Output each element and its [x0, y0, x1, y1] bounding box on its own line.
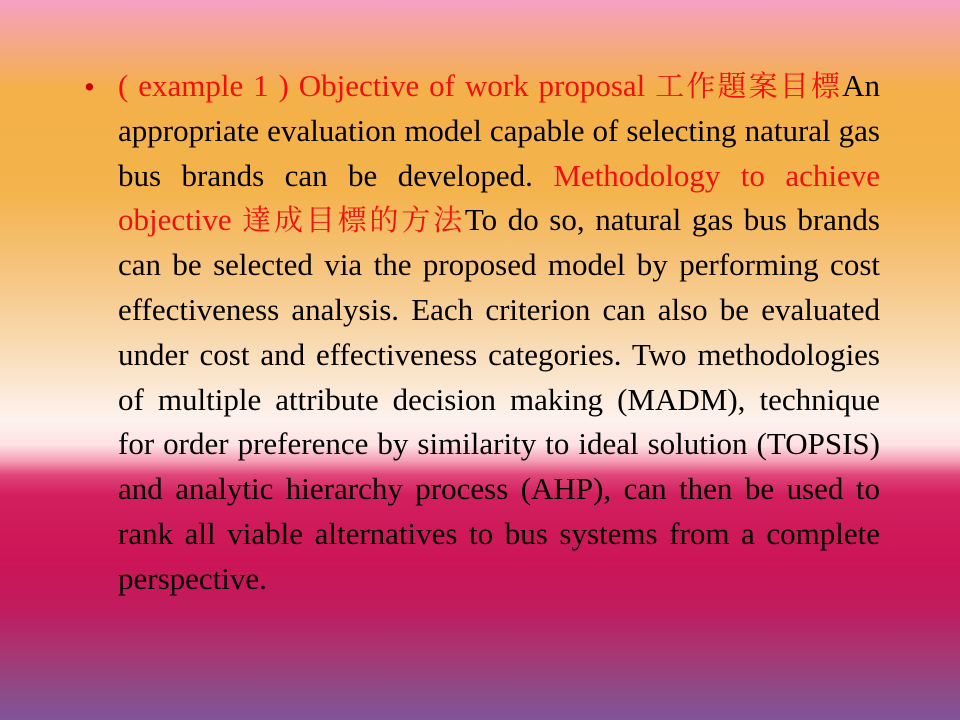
bullet-paragraph [118, 64, 880, 602]
methodology-heading-chinese: 達成目標的方法 [242, 203, 465, 238]
objective-heading: ( example 1 ) Objective of work proposal [118, 68, 656, 103]
objective-text: An appropriate evaluation model capable of selecting natural gas bus brands can be developed. [118, 68, 880, 193]
methodology-heading: Methodology to achieve objective [118, 157, 880, 238]
bullet-item [84, 64, 880, 602]
bullet-marker: • [84, 69, 95, 104]
slide-content [84, 64, 880, 602]
objective-heading-chinese: 工作題案目標 [655, 69, 843, 103]
methodology-text: To do so, natural gas bus brands can be selected via the proposed model by performing cost effectiveness analysis. Each criterion can also be evaluated under cost and effectiveness categories. Two methodologies of multiple attribute decision making (MADM), technique for order preference by similarity to ideal solution (TOPSIS) and analytic hierarchy process (AHP), can then be used to rank all viable alternatives to bus systems from a complete perspective. [118, 202, 880, 596]
